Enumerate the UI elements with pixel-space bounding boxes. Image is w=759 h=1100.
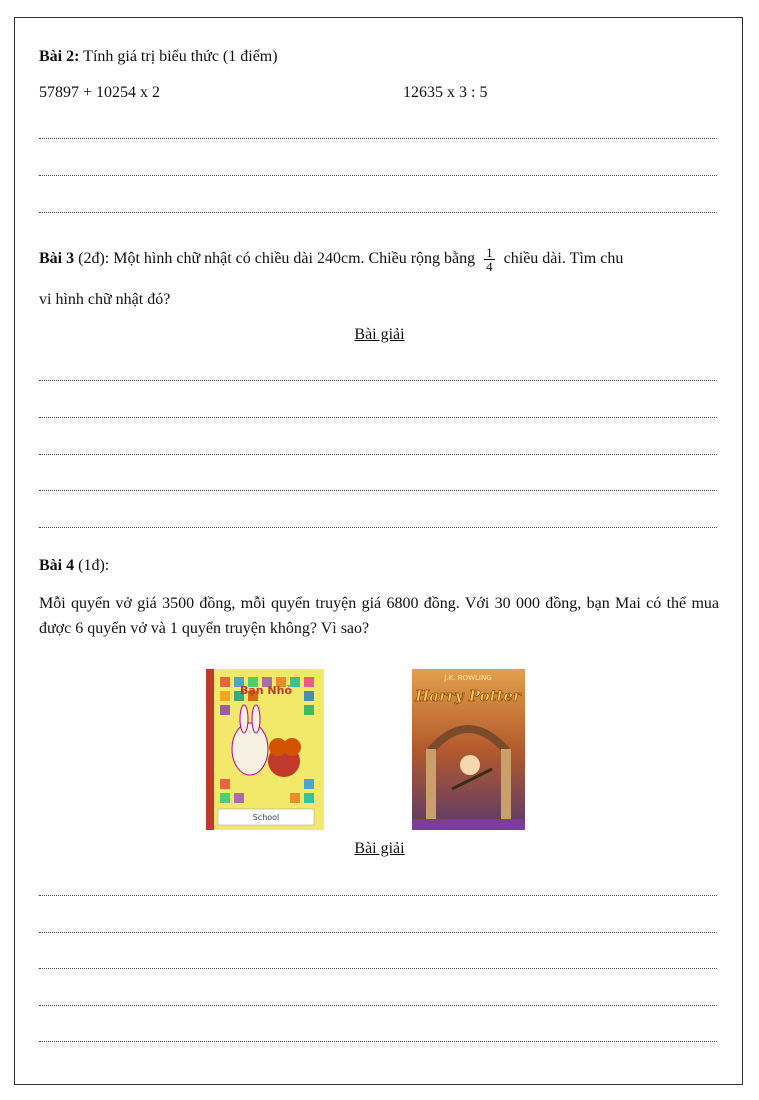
answer-dotted-line	[39, 415, 717, 418]
notebook-cover-image	[206, 669, 324, 830]
fraction-numerator: 1	[486, 244, 493, 260]
notebook-bottom-text: School	[252, 813, 280, 822]
answer-dotted-line	[39, 210, 717, 213]
bai4-solution-title: Bài giải	[354, 840, 405, 857]
book-title-text: Harry Potter	[415, 687, 521, 705]
fraction-one-quarter	[484, 246, 495, 273]
book-illustration	[412, 669, 525, 830]
answer-dotted-line	[39, 1039, 717, 1042]
bai3-line-2: vi hình chữ nhật đó?	[39, 291, 171, 308]
bai3-text-after-fraction: chiều dài. Tìm chu	[503, 250, 624, 267]
bai4-points: (1đ):	[74, 557, 110, 574]
notebook-illustration	[206, 669, 324, 830]
bai3-line-1	[39, 242, 623, 276]
bai3-heading: Bài 3	[39, 250, 75, 267]
fraction-denominator: 4	[486, 258, 493, 274]
answer-dotted-line	[39, 966, 717, 969]
answer-dotted-line	[39, 452, 717, 455]
answer-dotted-line	[39, 1003, 717, 1006]
book-author-text: J.K. ROWLING	[444, 674, 492, 682]
page-border	[14, 17, 743, 1085]
answer-dotted-line	[39, 893, 717, 896]
bai2-expression-1: 57897 + 10254 x 2	[39, 84, 161, 101]
answer-dotted-line	[39, 488, 717, 491]
answer-dotted-line	[39, 173, 717, 176]
bai2-line	[39, 47, 278, 67]
bai2-text: Tính giá trị biểu thức (1 điểm)	[79, 48, 278, 65]
bai4-body: Mỗi quyển vở giá 3500 đồng, mỗi quyển truyện giá 6800 đồng. Với 30 000 đồng, bạn Mai có thể mua được 6 quyển vở và 1 quyển truyện không? Vì sao?	[39, 595, 719, 637]
bai3-text: (2đ): Một hình chữ nhật có chiều dài 240cm. Chiều rộng bằng	[74, 250, 476, 267]
bai3-solution-title: Bài giải	[354, 326, 405, 343]
book-cover-image	[412, 669, 525, 830]
answer-dotted-line	[39, 525, 717, 528]
notebook-title-text: Bạn Nhỏ	[239, 684, 293, 697]
answer-dotted-line	[39, 930, 717, 933]
answer-dotted-line	[39, 378, 717, 381]
bai4-heading: Bài 4	[39, 557, 75, 574]
bai2-heading: Bài 2:	[39, 48, 80, 65]
answer-dotted-line	[39, 136, 717, 139]
bai4-heading-line	[39, 556, 109, 576]
bai2-expression-2: 12635 x 3 : 5	[403, 84, 488, 101]
